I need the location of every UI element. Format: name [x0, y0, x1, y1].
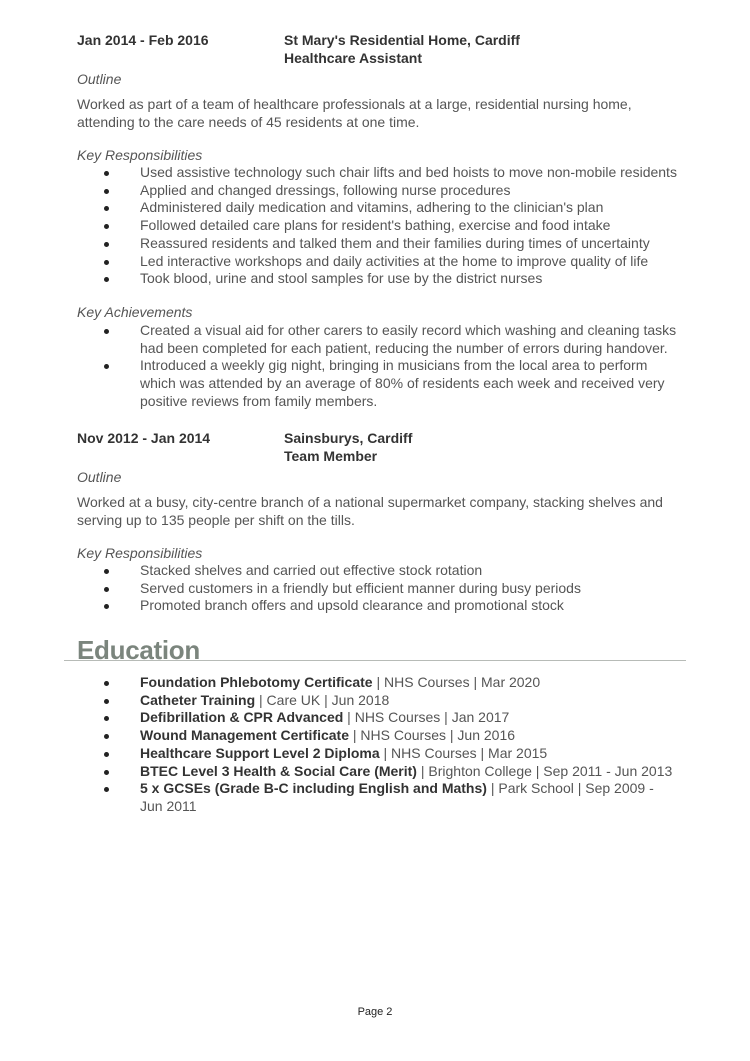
- bullet-icon: [104, 734, 109, 739]
- bullet-icon: [104, 189, 109, 194]
- job-employer: Sainsburys, Cardiff: [284, 430, 413, 446]
- list-item: Stacked shelves and carried out effective stock rotation: [0, 562, 680, 580]
- qualification-detail: | NHS Courses | Mar 2015: [379, 744, 548, 761]
- job-dates: Jan 2014 - Feb 2016: [77, 32, 209, 48]
- bullet-icon: [104, 277, 109, 282]
- page-number: Page 2: [357, 1006, 393, 1018]
- education-heading: Education: [77, 635, 200, 665]
- outline-label: Outline: [77, 469, 122, 485]
- qualification-detail: | Care UK | Jun 2018: [255, 691, 390, 708]
- bullet-icon: [104, 242, 109, 247]
- qualification-name: Defibrillation & CPR Advanced: [140, 709, 344, 726]
- list-item: Used assistive technology such chair lifts and bed hoists to move non-mobile residents: [0, 164, 680, 182]
- list-item: Administered daily medication and vitamins, adhering to the clinician's plan: [0, 199, 680, 217]
- qualification-name: 5 x GCSEs (Grade B-C including English and Maths): [140, 780, 487, 797]
- list-item: Introduced a weekly gig night, bringing in musicians from the local area to perform which was attended by an average of 80% of residents each week and received very positive reviews from family members.: [0, 357, 680, 410]
- bullet-icon: [104, 587, 109, 592]
- list-item: Reassured residents and talked them and their families during times of uncertainty: [0, 235, 680, 253]
- bullet-icon: [104, 171, 109, 176]
- job-outline: Worked at a busy, city-centre branch of a national supermarket company, stacking shelves and serving up to 135 people per shift on the tills.: [77, 494, 663, 528]
- bullet-icon: [104, 329, 109, 334]
- qualification-detail: | Park School | Sep 2009 - Jun 2011: [140, 780, 654, 814]
- bullet-icon: [104, 752, 109, 757]
- list-item: [0, 674, 680, 692]
- qualification-detail: | NHS Courses | Mar 2020: [372, 674, 541, 690]
- list-item: Followed detailed care plans for resident's bathing, exercise and food intake: [0, 217, 680, 235]
- responsibilities-list: [0, 562, 750, 615]
- qualification-name: Foundation Phlebotomy Certificate: [140, 674, 373, 690]
- job-dates: Nov 2012 - Jan 2014: [77, 430, 211, 446]
- bullet-icon: [104, 224, 109, 229]
- bullet-icon: [104, 699, 109, 704]
- bullet-icon: [104, 569, 109, 574]
- achievements-label: Key Achievements: [77, 304, 193, 320]
- job-title: Healthcare Assistant: [284, 50, 422, 66]
- list-item: Served customers in a friendly but efficient manner during busy periods: [0, 580, 680, 598]
- responsibilities-label: Key Responsibilities: [77, 147, 203, 163]
- list-item: [0, 709, 680, 727]
- responsibilities-label: Key Responsibilities: [77, 545, 203, 561]
- section-divider: [64, 660, 686, 661]
- list-item: [0, 780, 680, 815]
- bullet-icon: [104, 681, 109, 686]
- list-item: Led interactive workshops and daily activities at the home to improve quality of life: [0, 253, 680, 271]
- list-item: Created a visual aid for other carers to easily record which washing and cleaning tasks had been completed for each patient, reducing the number of errors during handover.: [0, 322, 680, 357]
- qualification-name: Wound Management Certificate: [140, 727, 349, 744]
- qualification-name: Healthcare Support Level 2 Diploma: [140, 744, 380, 761]
- qualification-name: BTEC Level 3 Health & Social Care (Merit): [140, 762, 417, 779]
- bullet-icon: [104, 206, 109, 211]
- list-item: Promoted branch offers and upsold clearance and promotional stock: [0, 597, 680, 615]
- qualification-detail: | Brighton College | Sep 2011 - Jun 2013: [416, 762, 673, 779]
- bullet-icon: [104, 260, 109, 265]
- bullet-icon: [104, 770, 109, 775]
- qualification-detail: | NHS Courses | Jun 2016: [349, 727, 516, 744]
- bullet-icon: [104, 604, 109, 609]
- list-item: [0, 692, 680, 710]
- achievements-list: [0, 322, 750, 411]
- list-item: Applied and changed dressings, following nurse procedures: [0, 182, 680, 200]
- bullet-icon: [104, 787, 109, 792]
- education-list: [0, 674, 750, 816]
- job-outline: Worked as part of a team of healthcare professionals at a large, residential nursing home, attending to the care needs of 45 residents at one time.: [77, 96, 632, 130]
- outline-label: Outline: [77, 71, 122, 87]
- job-employer: St Mary's Residential Home, Cardiff: [284, 32, 520, 48]
- list-item: Took blood, urine and stool samples for use by the district nurses: [0, 270, 680, 288]
- job-title: Team Member: [284, 448, 378, 464]
- bullet-icon: [104, 364, 109, 369]
- responsibilities-list: [0, 164, 750, 288]
- list-item: [0, 763, 680, 781]
- qualification-detail: | NHS Courses | Jan 2017: [343, 709, 510, 726]
- list-item: [0, 745, 680, 763]
- bullet-icon: [104, 716, 109, 721]
- qualification-name: Catheter Training: [140, 691, 256, 708]
- list-item: [0, 727, 680, 745]
